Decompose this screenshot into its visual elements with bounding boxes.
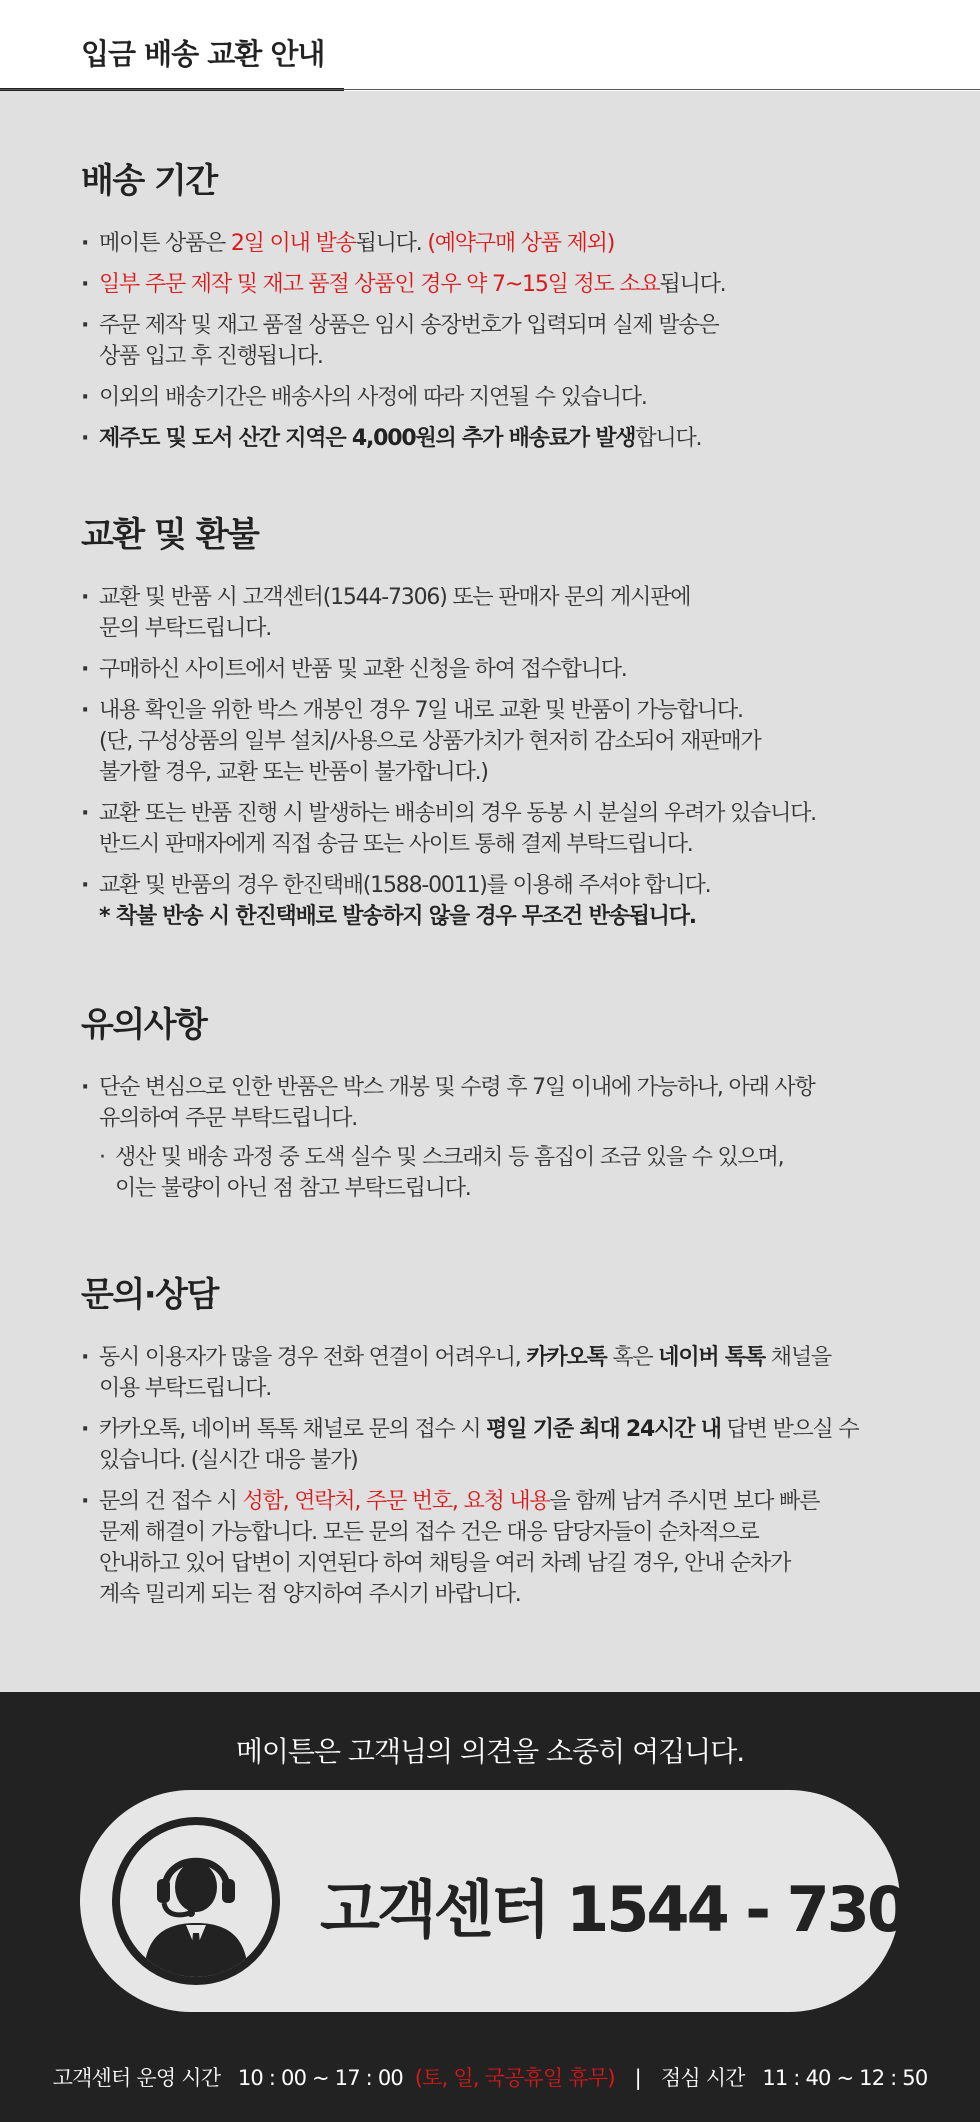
list-item: [81, 798, 901, 860]
list-item-text: 일부 주문 제작 및 재고 품절 상품인 경우 약 7~15일 정도 소요: [99, 272, 660, 297]
list-item-text: 주문 제작 및 재고 품절 상품은 임시 송장번호가 입력되며 실제 발송은: [99, 313, 719, 338]
list-item: [81, 310, 901, 372]
customer-center-footer: [0, 1692, 980, 2122]
list-item-text: 유의하여 주문 부탁드립니다.: [99, 1106, 358, 1131]
list-item-text: 있습니다. (실시간 대응 불가): [99, 1448, 358, 1473]
list-item: [81, 1486, 901, 1610]
hours-separator: |: [634, 2066, 641, 2090]
list-item-text: 계속 밀리게 되는 점 양지하여 주시기 바랍니다.: [99, 1582, 521, 1607]
list-item: [81, 382, 901, 413]
list-item-text: 네이버 톡톡: [658, 1345, 765, 1370]
shipping-section: [81, 153, 901, 464]
list-item: [81, 1414, 901, 1476]
hours-closed-days: (토, 일, 국공휴일 휴무): [414, 2066, 615, 2090]
sub-line-1: 생산 및 배송 과정 중 도색 실수 및 스크래치 등 흠집이 조금 있을 수 있으며,: [115, 1145, 784, 1170]
list-item-text: 을 함께 남겨 주시면 보다 빠른: [549, 1489, 820, 1514]
customer-center-phone[interactable]: 고객센터 1544 - 7306: [320, 1873, 948, 1946]
exchange-list: [81, 582, 901, 932]
list-item-text: 교환 및 반품의 경우 한진택배(1588-0011)를 이용해 주셔야 합니다.: [99, 873, 711, 898]
list-item-text: 합니다.: [635, 426, 702, 451]
customer-service-agent-icon: [112, 1817, 280, 1985]
list-item-text: 교환 및 반품 시 고객센터(1544-7306) 또는 판매자 문의 게시판에: [99, 585, 691, 610]
list-item-text: 반드시 판매자에게 직접 송금 또는 사이트 통해 결제 부탁드립니다.: [99, 832, 693, 857]
inquiry-section: [81, 1267, 901, 1620]
list-item-text: 2일 이내 발송: [230, 231, 356, 256]
inquiry-list: [81, 1342, 901, 1610]
list-item: [81, 582, 901, 644]
list-item-text: (단, 구성상품의 일부 설치/사용으로 상품가치가 현저히 감소되어 재판매가: [99, 729, 761, 754]
list-item: [81, 269, 901, 300]
shipping-title: 배송 기간: [81, 161, 217, 201]
notice-sub-item: [81, 1142, 901, 1204]
notice-title: 유의사항: [81, 1005, 207, 1045]
list-item-text: 구매하신 사이트에서 반품 및 교환 신청을 하여 접수합니다.: [99, 657, 627, 682]
notice-section: [81, 997, 901, 1204]
list-item-text: 메이튼 상품은: [99, 231, 231, 256]
list-item-text: 안내하고 있어 답변이 지연된다 하여 채팅을 여러 차례 남길 경우, 안내 순차가: [99, 1551, 791, 1576]
list-item-text: 답변 받으실 수: [720, 1417, 859, 1442]
list-item: [81, 870, 901, 932]
top-tab-bar: [0, 0, 980, 90]
list-item-text: 평일 기준 최대 24시간 내: [486, 1417, 721, 1442]
exchange-section: [81, 507, 901, 942]
lunch-time: 11 : 40 ~ 12 : 50: [762, 2066, 928, 2090]
list-item-text: 혹은: [606, 1345, 659, 1370]
list-item-text: 카카오톡: [526, 1345, 607, 1370]
notice-list: [81, 1072, 901, 1134]
list-item-text: (예약구매 상품 제외): [427, 231, 615, 256]
inquiry-title: 문의·상담: [81, 1275, 218, 1315]
list-item-text: 됩니다.: [659, 272, 726, 297]
hours-time: 10 : 00 ~ 17 : 00: [237, 2066, 403, 2090]
list-item-text: 상품 입고 후 진행됩니다.: [99, 344, 323, 369]
sub-bullet: ·: [99, 1145, 105, 1170]
list-item-text: * 착불 반송 시 한진택배로 발송하지 않을 경우 무조건 반송됩니다.: [99, 904, 696, 929]
list-item-text: 이외의 배송기간은 배송사의 사정에 따라 지연될 수 있습니다.: [99, 385, 647, 410]
list-item: [81, 228, 901, 259]
list-item-text: 문제 해결이 가능합니다. 모든 문의 접수 건은 대응 담당자들이 순차적으로: [99, 1520, 759, 1545]
page-title: 입금 배송 교환 안내: [81, 37, 325, 71]
list-item-text: 성함, 연락처, 주문 번호, 요청 내용: [242, 1489, 550, 1514]
list-item: [81, 423, 901, 454]
customer-center-banner[interactable]: [80, 1790, 948, 2012]
list-item: [81, 1072, 901, 1134]
hours-label: 고객센터 운영 시간: [52, 2066, 221, 2090]
list-item-text: 채널을: [765, 1345, 831, 1370]
list-item-text: 문의 건 접수 시: [99, 1489, 243, 1514]
list-item-text: 단순 변심으로 인한 반품은 박스 개봉 및 수령 후 7일 이내에 가능하나, 아래 사항: [99, 1075, 815, 1100]
list-item-text: 교환 또는 반품 진행 시 발생하는 배송비의 경우 동봉 시 분실의 우려가 있습니다.: [99, 801, 816, 826]
list-item-text: 동시 이용자가 많을 경우 전화 연결이 어려우니,: [99, 1345, 527, 1370]
sub-line-2: 이는 불량이 아닌 점 참고 부탁드립니다.: [115, 1176, 471, 1201]
list-item-text: 이용 부탁드립니다.: [99, 1376, 272, 1401]
list-item-text: 불가할 경우, 교환 또는 반품이 불가합니다.): [99, 760, 488, 785]
operating-hours: [0, 2062, 980, 2092]
list-item-text: 문의 부탁드립니다.: [99, 616, 272, 641]
lunch-label: 점심 시간: [660, 2066, 745, 2090]
list-item: [81, 695, 901, 788]
footer-message: 메이튼은 고객님의 의견을 소중히 여깁니다.: [235, 1735, 745, 1768]
list-item-text: 제주도 및 도서 산간 지역은 4,000원의 추가 배송료가 발생: [99, 426, 636, 451]
list-item-text: 카카오톡, 네이버 톡톡 채널로 문의 접수 시: [99, 1417, 487, 1442]
list-item-text: 내용 확인을 위한 박스 개봉인 경우 7일 내로 교환 및 반품이 가능합니다.: [99, 698, 743, 723]
header-divider: [0, 89, 980, 90]
shipping-list: [81, 228, 901, 454]
exchange-title: 교환 및 환불: [81, 515, 259, 555]
guide-content: [0, 91, 980, 1692]
list-item: [81, 1342, 901, 1404]
list-item-text: 됩니다.: [355, 231, 428, 256]
list-item: [81, 654, 901, 685]
